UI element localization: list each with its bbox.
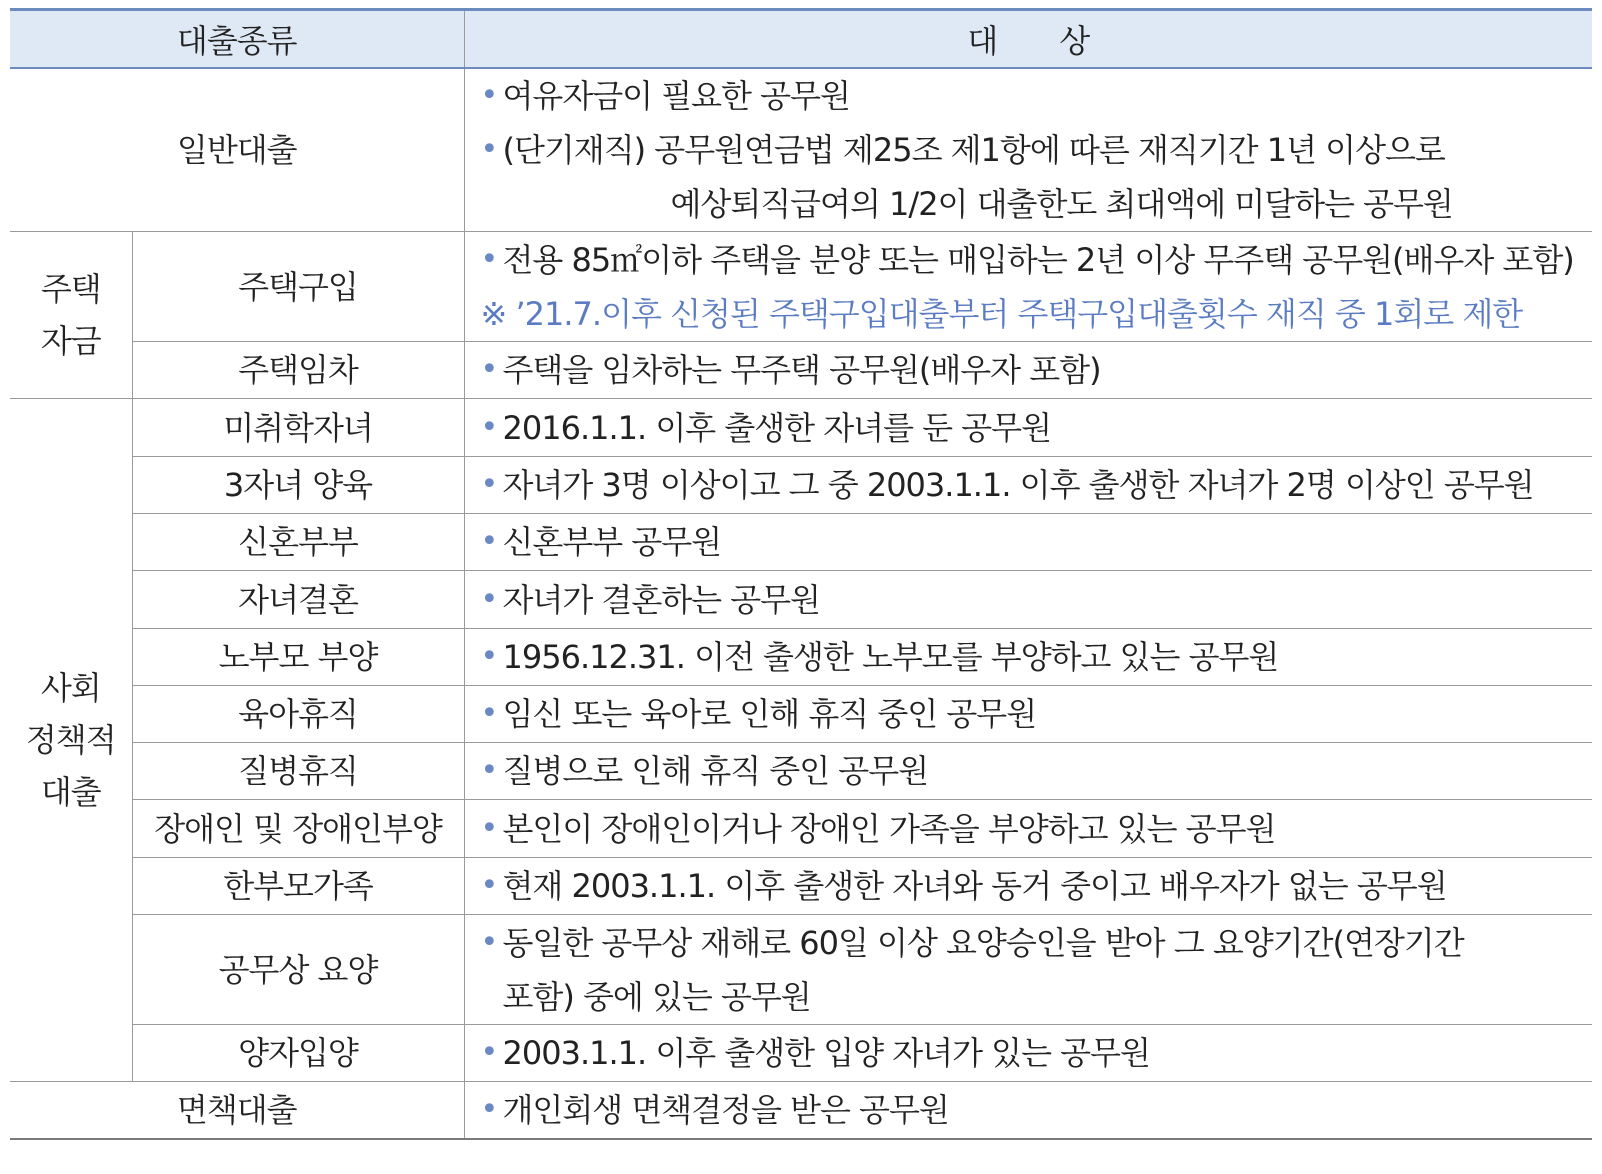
loan-name: 한부모가족 (132, 858, 464, 915)
header-loan-type: 대출종류 (10, 10, 464, 69)
loan-name: 주택임차 (132, 342, 464, 399)
loan-desc: • 신혼부부 공무원 (464, 514, 1592, 571)
loan-desc: • 전용 85㎡이하 주택을 분양 또는 매입하는 2년 이상 무주택 공무원(배우자 포함) ※ ’21.7.이후 신청된 주택구입대출부터 주택구입대출횟수 재직 중 1회로 제한 (464, 232, 1592, 342)
desc-continuation: 포함) 중에 있는 공무원 (502, 977, 811, 1016)
desc-line: • (단기재직) 공무원연금법 제25조 제1항에 따른 재직기간 1년 이상으로 (481, 123, 1585, 177)
loan-desc: • 본인이 장애인이거나 장애인 가족을 부양하고 있는 공무원 (464, 800, 1592, 858)
bullet-icon: • (480, 524, 498, 559)
loan-desc: • 자녀가 3명 이상이고 그 중 2003.1.1. 이후 출생한 자녀가 2명 이상인 공무원 (464, 457, 1592, 514)
table-row (10, 629, 1592, 686)
loan-desc: • 1956.12.31. 이전 출생한 노부모를 부양하고 있는 공무원 (464, 629, 1592, 686)
loan-name: 자녀결혼 (132, 571, 464, 629)
loan-desc: • 주택을 임차하는 무주택 공무원(배우자 포함) (464, 342, 1592, 399)
note-text: ※ ’21.7.이후 신청된 주택구입대출부터 주택구입대출횟수 재직 중 1회로 제한 (480, 294, 1523, 333)
bullet-icon: • (480, 241, 498, 277)
bullet-icon: • (480, 78, 498, 113)
bullet-icon: • (480, 409, 498, 445)
bullet-icon: • (480, 1091, 498, 1127)
row-housing-purchase (10, 232, 1592, 342)
desc-line-indent: 예상퇴직급여의 1/2이 대출한도 최대액에 미달하는 공무원 (670, 185, 1453, 223)
loan-name-exemption: 면책대출 (10, 1082, 464, 1139)
row-housing-rent (10, 342, 1592, 399)
loan-desc: • 개인회생 면책결정을 받은 공무원 (464, 1082, 1592, 1139)
table-row (10, 858, 1592, 915)
bullet-icon: • (480, 810, 498, 846)
loan-name: 육아휴직 (132, 686, 464, 743)
row-general (10, 68, 1592, 232)
loan-name: 공무상 요양 (132, 915, 464, 1025)
bullet-icon: • (480, 581, 498, 617)
loan-desc: • 질병으로 인해 휴직 중인 공무원 (464, 743, 1592, 800)
bullet-icon: • (480, 696, 498, 731)
table-row (10, 686, 1592, 743)
bullet-icon: • (480, 639, 498, 674)
loan-name: 장애인 및 장애인부양 (132, 800, 464, 858)
loan-name: 주택구입 (132, 232, 464, 342)
table-row (10, 399, 1592, 457)
loan-desc: • 2003.1.1. 이후 출생한 입양 자녀가 있는 공무원 (464, 1025, 1592, 1082)
table-row (10, 514, 1592, 571)
loan-types-table (10, 8, 1592, 1140)
loan-desc: • 현재 2003.1.1. 이후 출생한 자녀와 동거 중이고 배우자가 없는 공무원 (464, 858, 1592, 915)
loan-name: 노부모 부양 (132, 629, 464, 686)
bullet-icon: • (480, 132, 498, 167)
loan-desc: • 2016.1.1. 이후 출생한 자녀를 둔 공무원 (464, 399, 1592, 457)
loan-desc: • 동일한 공무상 재해로 60일 이상 요양승인을 받아 그 요양기간(연장기간 포함) 중에 있는 공무원 (464, 915, 1592, 1025)
loan-desc: • 자녀가 결혼하는 공무원 (464, 571, 1592, 629)
header-target: 대 상 (464, 10, 1592, 69)
loan-name: 신혼부부 (132, 514, 464, 571)
table-row (10, 571, 1592, 629)
bullet-icon: • (480, 924, 498, 960)
table-row (10, 915, 1592, 1025)
table-row (10, 457, 1592, 514)
group-housing: 주택 자금 (10, 232, 132, 399)
bullet-icon: • (480, 352, 498, 387)
loan-desc: • 임신 또는 육아로 인해 휴직 중인 공무원 (464, 686, 1592, 743)
row-exemption (10, 1082, 1592, 1139)
loan-name: 질병휴직 (132, 743, 464, 800)
bullet-icon: • (480, 467, 498, 502)
bullet-icon: • (480, 868, 498, 903)
loan-name: 미취학자녀 (132, 399, 464, 457)
loan-name-general: 일반대출 (10, 68, 464, 232)
loan-name: 양자입양 (132, 1025, 464, 1082)
bullet-icon: • (480, 753, 498, 788)
loan-name: 3자녀 양육 (132, 457, 464, 514)
group-social-policy: 사회 정책적 대출 (10, 399, 132, 1082)
header-row (10, 10, 1592, 69)
table-row (10, 743, 1592, 800)
table-row (10, 1025, 1592, 1082)
desc-general (464, 68, 1592, 232)
table-row (10, 800, 1592, 858)
desc-line: • 여유자금이 필요한 공무원 (481, 69, 1585, 123)
bullet-icon: • (480, 1035, 498, 1070)
